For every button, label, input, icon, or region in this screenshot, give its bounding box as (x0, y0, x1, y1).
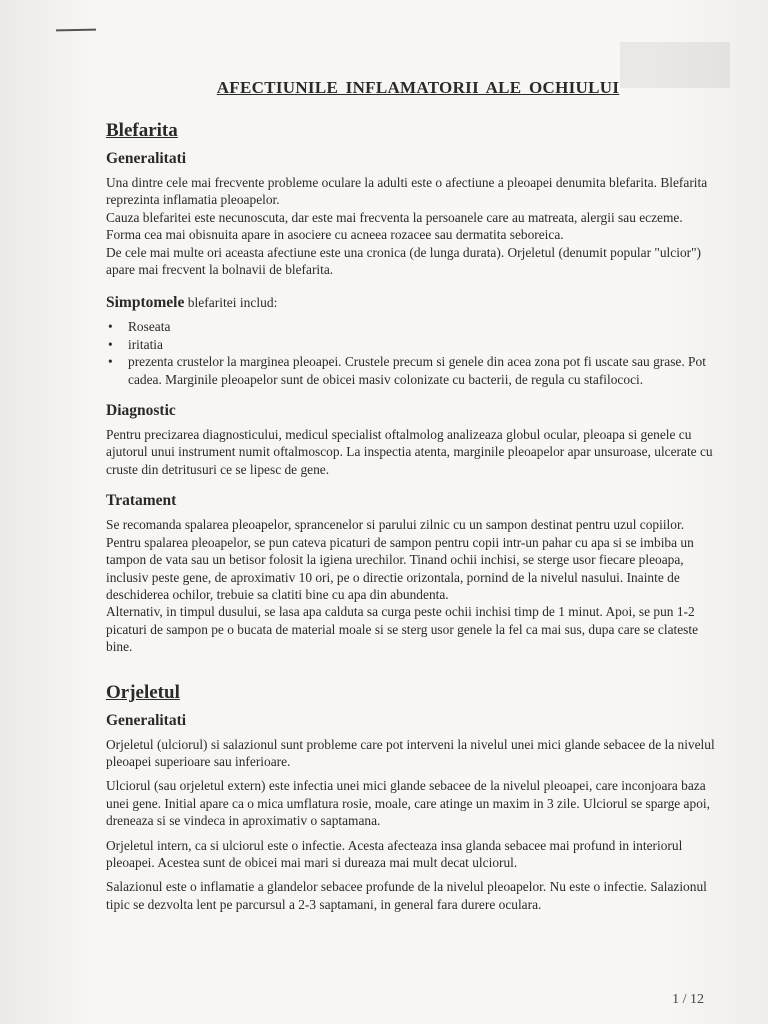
bullet-icon: • (108, 354, 113, 370)
document-content (106, 78, 716, 913)
pen-mark (56, 29, 96, 32)
simptome-label: Simptomele (106, 294, 185, 312)
bullet-icon: • (108, 319, 113, 335)
paragraph: Orjeletul intern, ca si ulciorul este o infectie. Acesta afecteaza insa glanda sebacee mai profund in interiorul pleoapei. Acestea sunt de obicei mai mari si dureaza mai mult decat ulciorul. (106, 837, 683, 870)
list-item: • iritatia (108, 336, 163, 352)
paragraph: Una dintre cele mai frecvente probleme oculare la adulti este o afectiune a pleoapei denumita blefarita. Blefarita reprezinta inflamatia pleoapelor. (106, 175, 708, 208)
symptoms-list (106, 318, 716, 388)
subheading-simptome (106, 294, 716, 312)
subheading-tratament: Tratament (106, 492, 177, 510)
section-heading-blefarita: Blefarita (106, 120, 178, 141)
paragraph: Orjeletul (ulciorul) si salazionul sunt probleme care pot interveni la nivelul unei mici glande sebacee de la nivelul pleoapei superioare sau inferioare. (106, 736, 715, 769)
paragraph: Pentru precizarea diagnosticului, medicul specialist oftalmolog analizeaza globul ocular, pleoapa si genele cu ajutorul unui instrument numit oftalmoscop. La inspectia atenta, marginile pleoapelor apar unsuroase, ulcerate cu cruste din detritusuri ce se lipesc de gene. (106, 427, 713, 477)
paragraph: Se recomanda spalarea pleoapelor, sprancenelor si parului zilnic cu un sampon destinat pentru uzul copiilor. Pentru spalarea pleoapelor, se pun cateva picaturi de sampon pentru copii intr-un pahar cu apa si se imbiba un tampon de vata sau un betisor folosit la igiena urechilor. Tinand ochii inchisi, se sterge usor fiecare pleoapa, inclusiv peste gene, de aproximativ 10 ori, pe o directie orizontala, pornind de la nivelul nasului. Inainte de deschiderea ochilor, trebuie sa clatiti bine cu apa din abundenta. (106, 517, 694, 602)
section-orjeletul (106, 682, 716, 914)
subheading-generalitati: Generalitati (106, 711, 187, 729)
subheading-diagnostic: Diagnostic (106, 402, 176, 420)
paragraph: De cele mai multe ori aceasta afectiune este una cronica (de lunga durata). Orjeletul (denumit popular "ulcior") apare mai frecvent la bolnavii de blefarita. (106, 244, 702, 278)
paragraph: Ulciorul (sau orjeletul extern) este infectia unei mici glande sebacee de la nivelul pleoapei, care inconjoara baza unei gene. Initial apare ca o mica umflatura rosie, moale, care atinge un maxim in 3 zile. Ulciorul se sparge apoi, dreneaza si se vindeca in aproximativ o saptamana. (106, 778, 710, 829)
section-heading-orjeletul: Orjeletul (106, 681, 180, 703)
paragraph: Alternativ, in timpul dusului, se lasa apa calduta sa curga peste ochii inchisi timp de 1 minut. Apoi, se pun 1-2 picaturi de sampon pe o bucata de material moale si se sterg usor genele la fel ca mai sus, dupa care se clateste bine. (106, 604, 699, 655)
list-item: • Roseata (108, 319, 171, 335)
subheading-generalitati: Generalitati (106, 150, 187, 167)
page-number: 1 / 12 (672, 992, 704, 1007)
bullet-icon: • (108, 336, 113, 352)
paragraph: Salazionul este o inflamatie a glandelor sebacee profunde de la nivelul pleoapelor. Nu este o infectie. Salazionul tipic se dezvolta lent pe parcursul a 2-3 saptamani, in general fara durere oculara. (106, 879, 707, 912)
simptome-suffix: blefaritei includ: (184, 295, 278, 311)
paragraph: Cauza blefaritei este necunoscuta, dar este mai frecventa la persoanele care au matreata, alergii sau eczeme. Forma cea mai obisnuita apare in asociere cu acneea rozacee sau dermatita seboreica. (106, 209, 683, 243)
list-item: • prezenta crustelor la marginea pleoapei. Crustele precum si genele din acea zona pot fi uscate sau grase. Pot cadea. Marginile pleoapelor sunt de obicei masiv colonizate cu bacterii, de regula cu stafilococi. (108, 354, 706, 387)
document-title: AFECTIUNILE INFLAMATORII ALE OCHIULUI (216, 78, 620, 97)
